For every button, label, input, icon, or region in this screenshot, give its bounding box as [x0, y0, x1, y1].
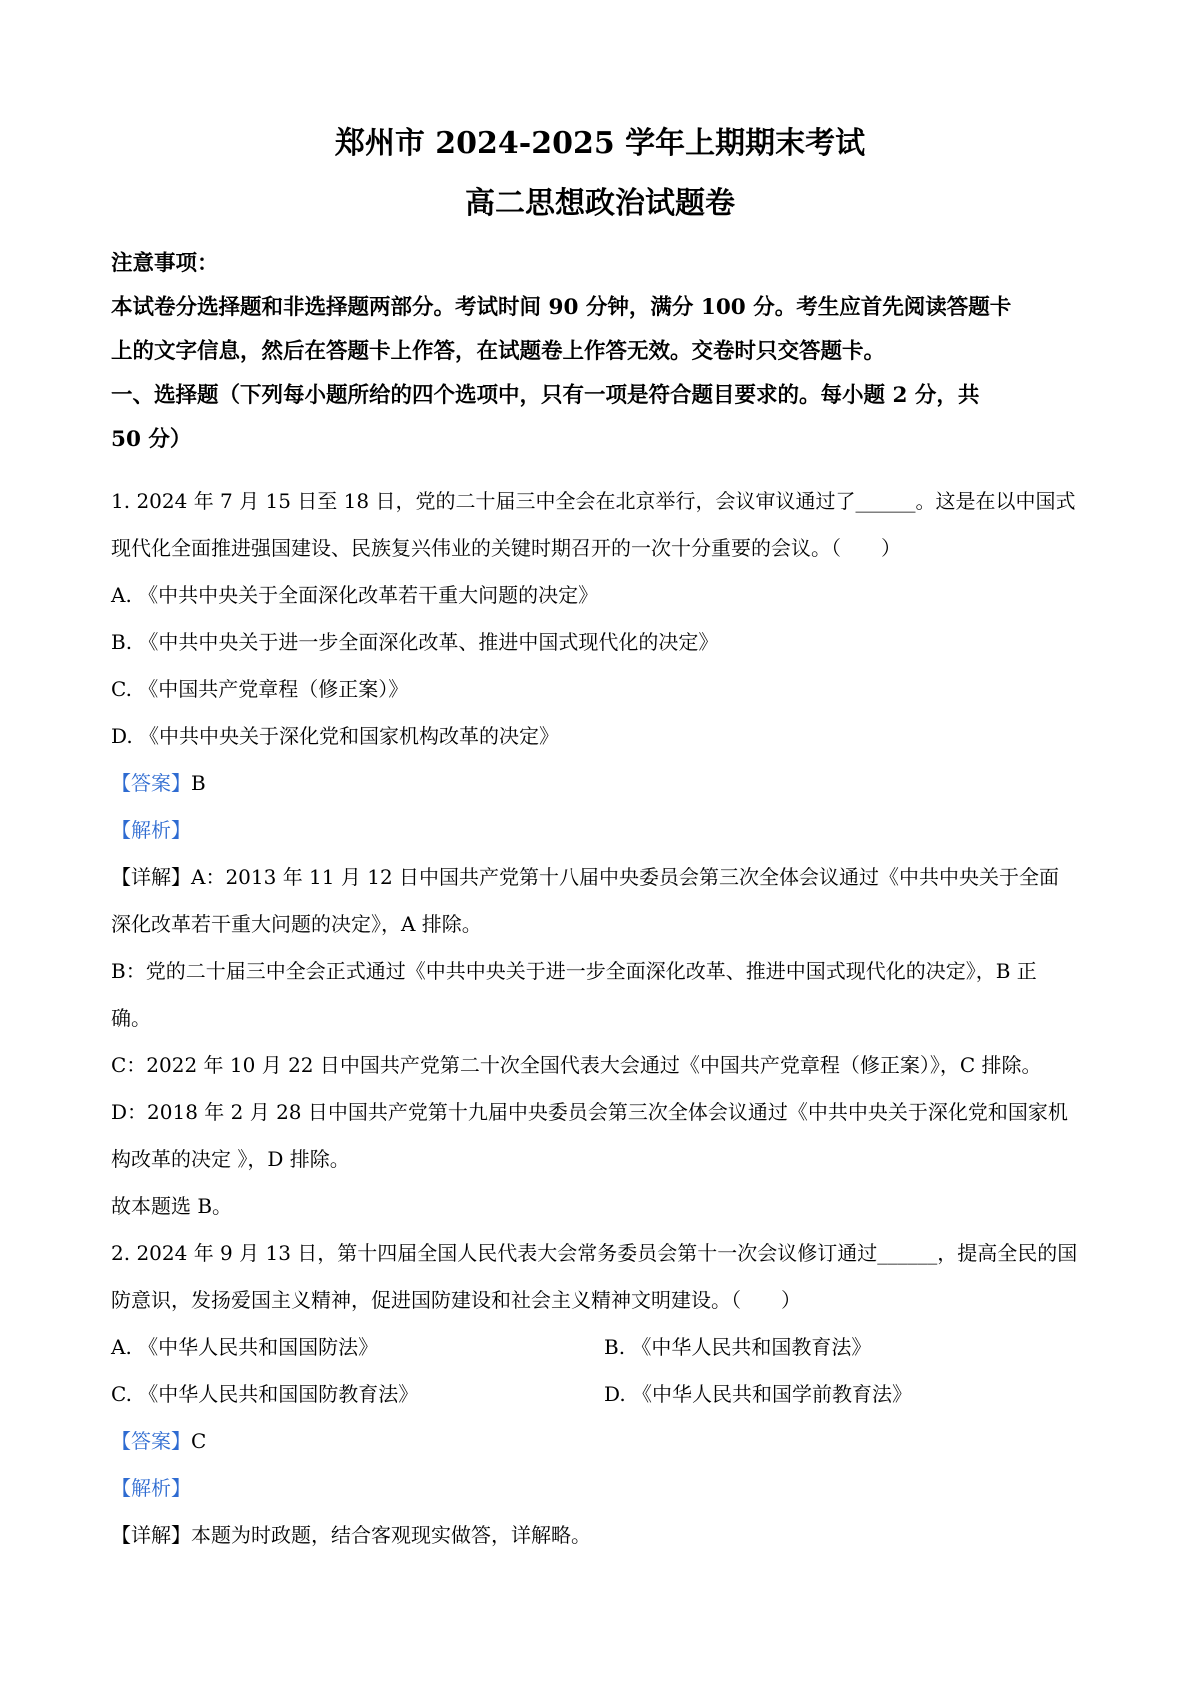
notice-line-1: 本试卷分选择题和非选择题两部分。考试时间 90 分钟，满分 100 分。考生应首先阅读答题卡 — [111, 295, 1012, 320]
exam-subtitle: 高二思想政治试题卷 — [465, 186, 735, 221]
notice-line-2: 上的文字信息，然后在答题卡上作答，在试题卷上作答无效。交卷时只交答题卡。 — [111, 339, 886, 364]
q1-stem-line-2: 现代化全面推进强国建设、民族复兴伟业的关键时期召开的一次十分重要的会议。（ ） — [111, 536, 901, 560]
q1-detail-line-3: B：党的二十届三中全会正式通过《中共中央关于进一步全面深化改革、推进中国式现代化的决定》，B 正 — [111, 959, 1037, 983]
detail-text: 本题为时政题，结合客观现实做答，详解略。 — [191, 1523, 591, 1547]
detail-tag: 【详解】 — [111, 865, 191, 889]
q1-stem-line-1: 1. 2024 年 7 月 15 日至 18 日，党的二十届三中全会在北京举行，会议审议通过了______。这是在以中国式 — [111, 489, 1076, 513]
q2-detail-line — [111, 1520, 591, 1550]
detail-tag: 【详解】 — [111, 1523, 191, 1547]
q1-detail-line-4: 确。 — [111, 1006, 151, 1030]
q1-option-b: B. 《中共中央关于进一步全面深化改革、推进中国式现代化的决定》 — [111, 630, 719, 654]
answer-value: C — [191, 1429, 207, 1453]
q2-stem-line-2: 防意识，发扬爱国主义精神，促进国防建设和社会主义精神文明建设。（ ） — [111, 1288, 801, 1312]
q1-detail-line-7: 构改革的决定 》，D 排除。 — [111, 1147, 350, 1171]
q1-option-c: C. 《中国共产党章程（修正案）》 — [111, 677, 409, 701]
q1-conclusion: 故本题选 B。 — [111, 1194, 233, 1218]
q2-option-c: C. 《中华人民共和国国防教育法》 — [111, 1382, 419, 1406]
q1-detail-line-1 — [111, 862, 1059, 892]
answer-tag: 【答案】 — [111, 1429, 191, 1453]
q2-answer-row — [111, 1426, 206, 1456]
answer-value: B — [191, 771, 206, 795]
section-heading-line-1: 一、选择题（下列每小题所给的四个选项中，只有一项是符合题目要求的。每小题 2 分，共 — [111, 383, 980, 408]
q1-analysis-tag: 【解析】 — [111, 818, 191, 842]
notice-heading: 注意事项： — [111, 251, 219, 276]
answer-tag: 【答案】 — [111, 771, 191, 795]
q2-option-a: A. 《中华人民共和国国防法》 — [111, 1335, 379, 1359]
q1-detail-line-5: C：2022 年 10 月 22 日中国共产党第二十次全国代表大会通过《中国共产党章程（修正案）》，C 排除。 — [111, 1053, 1042, 1077]
q1-detail-line-6: D：2018 年 2 月 28 日中国共产党第十九届中央委员会第三次全体会议通过《中共中央关于深化党和国家机 — [111, 1100, 1068, 1124]
q1-option-a: A. 《中共中央关于全面深化改革若干重大问题的决定》 — [111, 583, 599, 607]
exam-title: 郑州市 2024-2025 学年上期期末考试 — [334, 126, 866, 161]
q2-option-d: D. 《中华人民共和国学前教育法》 — [604, 1382, 913, 1406]
q2-stem-line-1: 2. 2024 年 9 月 13 日，第十四届全国人民代表大会常务委员会第十一次会议修订通过______，提高全民的国 — [111, 1241, 1078, 1265]
q1-detail-line-2: 深化改革若干重大问题的决定》，A 排除。 — [111, 912, 482, 936]
detail-text: A：2013 年 11 月 12 日中国共产党第十八届中央委员会第三次全体会议通过《中共中央关于全面 — [191, 865, 1060, 889]
section-heading-line-2: 50 分） — [111, 427, 192, 452]
q1-answer-row — [111, 768, 206, 798]
q1-option-d: D. 《中共中央关于深化党和国家机构改革的决定》 — [111, 724, 560, 748]
q2-analysis-tag: 【解析】 — [111, 1476, 191, 1500]
q2-option-b: B. 《中华人民共和国教育法》 — [604, 1335, 872, 1359]
